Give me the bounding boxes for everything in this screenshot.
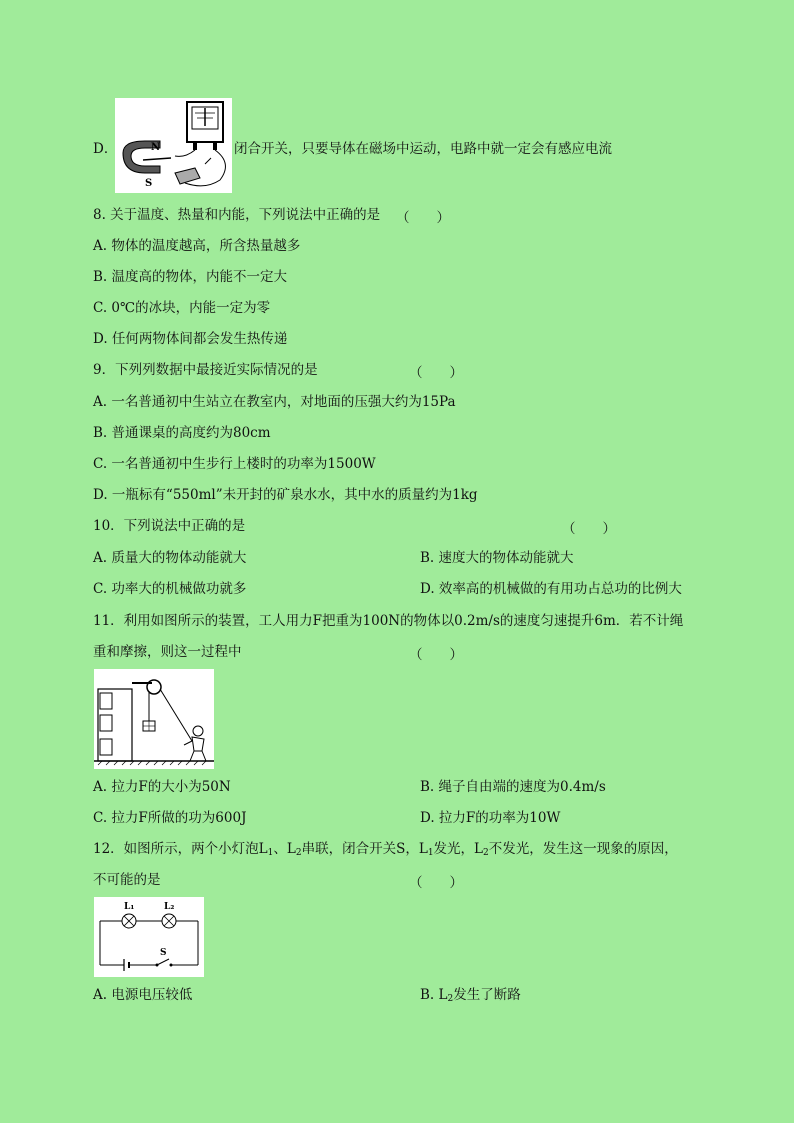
q8-option-c: C. 0℃的冰块，内能一定为零 (93, 300, 271, 316)
q9-option-c: C. 一名普通初中生步行上楼时的功率为1500W (93, 456, 376, 472)
q10-option-b: B. 速度大的物体动能就大 (420, 550, 574, 566)
q12-option-b-sub: 2 (447, 994, 454, 1004)
q11-option-d: D. 拉力F的功率为10W (420, 810, 561, 826)
induction-apparatus-figure (115, 98, 232, 193)
q8-option-b: B. 温度高的物体，内能不一定大 (93, 269, 288, 285)
q9-stem: 9．下列列数据中最接近实际情况的是 (93, 362, 318, 378)
q12-stem-line1 (93, 840, 678, 862)
q7-option-d-text: 闭合开关，只要导体在磁场中运动，电路中就一定会有感应电流 (234, 141, 612, 157)
q12-stem-line2: 不可能的是 (93, 872, 161, 888)
q9-option-b: B. 普通课桌的高度约为80cm (93, 425, 271, 441)
q12-stem-part3: 串联，闭合开关S，L (301, 841, 428, 857)
pulley-figure (94, 669, 214, 769)
q12-option-b (420, 986, 521, 1008)
q11-option-c: C. 拉力F所做的功为600J (93, 810, 247, 826)
q12-sub-2: 2 (295, 848, 302, 858)
q8-option-d: D. 任何两物体间都会发生热传递 (93, 331, 288, 347)
q11-option-a: A. 拉力F的大小为50N (93, 779, 231, 795)
q12-option-b-part1: B. L (420, 987, 448, 1003)
induction-apparatus-drawing (115, 98, 232, 193)
q10-option-d: D. 效率高的机械做的有用功占总功的比例大 (420, 581, 682, 597)
magnet-north-label: N (151, 142, 161, 153)
q10-stem: 10．下列说法中正确的是 (93, 518, 246, 534)
q7-option-d-label: D． (93, 141, 118, 157)
q11-stem-line1: 11．利用如图所示的装置，工人用力F把重为100N的物体以0.2m/s的速度匀速提升6m．若不计绳 (93, 613, 684, 629)
q12-sub-4: 2 (483, 848, 489, 858)
pulley-drawing (94, 669, 214, 769)
q12-sub-1: 1 (267, 848, 274, 858)
l1-label: L₁ (124, 902, 135, 912)
q8-option-a: A. 物体的温度越高，所含热量越多 (93, 238, 301, 254)
q10-option-a: A. 质量大的物体动能就大 (93, 550, 247, 566)
switch-s-label: S (160, 948, 167, 958)
q11-stem-line2: 重和摩擦，则这一过程中 (93, 644, 242, 660)
l2-label: L₂ (164, 902, 175, 912)
series-circuit-drawing (94, 897, 204, 977)
q12-stem-part4: 发光，L (433, 841, 484, 857)
q9-answer-paren: （ ） (409, 365, 463, 381)
q12-option-a: A. 电源电压较低 (93, 987, 193, 1003)
q10-answer-paren: （ ） (562, 521, 616, 537)
q9-option-a: A. 一名普通初中生站立在教室内，对地面的压强大约为15Pa (93, 394, 456, 410)
q12-stem-part5: 不发光，发生这一现象的原因， (488, 841, 678, 857)
q8-stem: 8. 关于温度、热量和内能，下列说法中正确的是 (93, 207, 381, 223)
q12-stem-part1: 12．如图所示，两个小灯泡L (93, 841, 268, 857)
q11-option-b: B. 绳子自由端的速度为0.4m/s (420, 779, 606, 795)
q8-answer-paren: （ ） (396, 210, 450, 226)
q9-option-d: D. 一瓶标有“550ml”未开封的矿泉水水，其中水的质量约为1kg (93, 487, 478, 503)
magnet-south-label: S (145, 178, 153, 189)
q11-answer-paren: （ ） (409, 647, 463, 663)
q12-answer-paren: （ ） (409, 875, 463, 891)
q12-sub-3: 1 (427, 848, 434, 858)
q12-stem-part2: 、L (273, 841, 296, 857)
series-circuit-figure (94, 897, 204, 977)
q10-option-c: C. 功率大的机械做功就多 (93, 581, 247, 597)
q12-option-b-part2: 发生了断路 (453, 987, 521, 1003)
